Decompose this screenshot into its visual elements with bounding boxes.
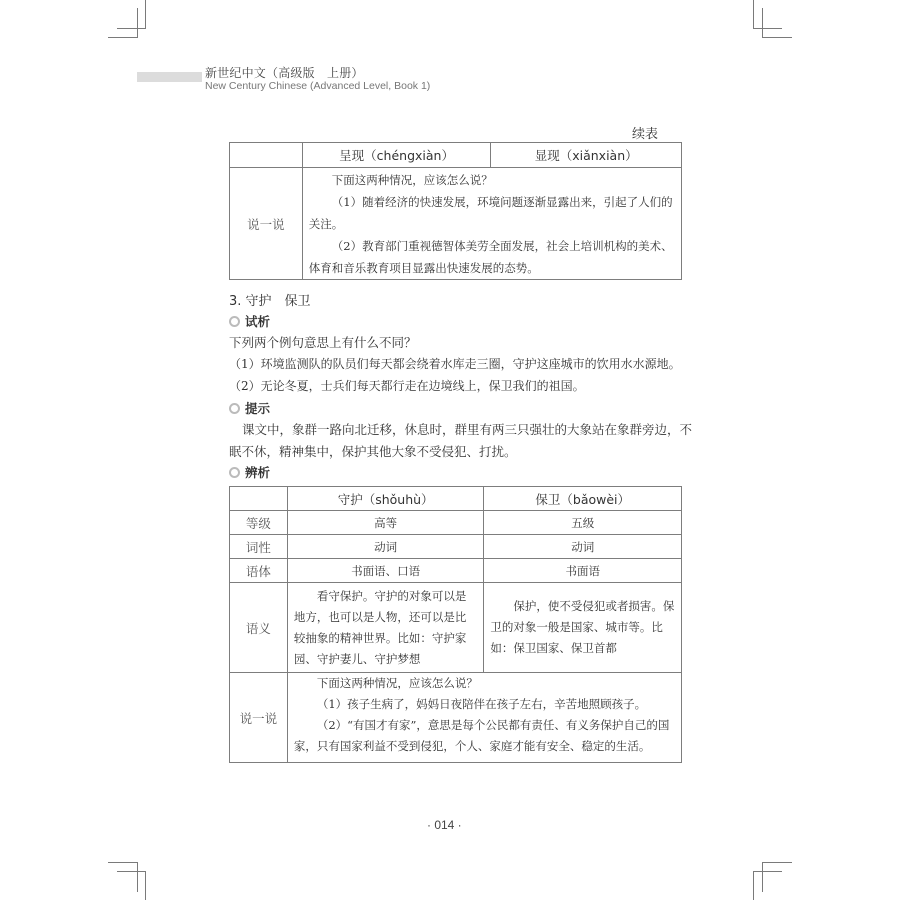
cell-meaning-shouhu: 看守保护。守护的对象可以是地方，也可以是人物，还可以是比较抽象的精神世界。比如：守护家园、守护妻儿、守护梦想: [293, 588, 467, 666]
hint-line-2: 眠不休，精神集中，保护其他大象不受侵犯、打扰。: [229, 444, 517, 459]
header-decoration-bar: [137, 72, 202, 82]
crop-mark: [137, 862, 138, 892]
say-item-1: （1）随着经济的快速发展，环境问题逐渐显露出来，引起了人们的关注。: [308, 195, 673, 231]
subsection-label: 提示: [245, 401, 271, 416]
row-label-level: 等级: [230, 511, 288, 535]
crop-mark: [108, 862, 138, 863]
crop-mark: [108, 37, 138, 38]
header-cell-shouhu: 守护（shǒuhù）: [287, 487, 484, 511]
table-row-meaning: [230, 583, 682, 673]
say-item-2: （2）“有国才有家”，意思是每个公民都有责任、有义务保护自己的国家，只有国家利益不受到侵犯，个人、家庭才能有安全、稳定的生活。: [293, 718, 670, 753]
circle-bullet-icon: [229, 467, 240, 478]
cell-level-baowei: 五级: [484, 511, 682, 535]
say-prompt: 下面这两种情况，应该怎么说？: [331, 173, 493, 187]
crop-mark: [762, 8, 763, 38]
page-number: · 014 ·: [427, 818, 462, 832]
crop-mark: [753, 871, 754, 900]
crop-mark: [762, 37, 792, 38]
trial-question: 下列两个例句意思上有什么不同？: [229, 335, 417, 350]
circle-bullet-icon: [229, 403, 240, 414]
row-label-pos: 词性: [230, 535, 288, 559]
crop-mark: [117, 871, 146, 872]
book-title-cn: 新世纪中文（高级版 上册）: [205, 66, 364, 80]
crop-mark: [753, 871, 782, 872]
crop-mark: [753, 0, 754, 29]
crop-mark: [145, 871, 146, 900]
crop-mark: [117, 28, 146, 29]
cell-register-baowei: 书面语: [484, 559, 682, 583]
circle-bullet-icon: [229, 316, 240, 327]
say-prompt: 下面这两种情况，应该怎么说？: [316, 676, 478, 690]
crop-mark: [145, 0, 146, 29]
crop-mark: [137, 8, 138, 38]
header-cell-empty: [230, 487, 288, 511]
subsection-analysis: [229, 463, 270, 481]
row-label-say: 说一说: [230, 168, 303, 280]
table-header-row: [230, 143, 682, 168]
subsection-label: 试析: [245, 314, 271, 329]
cell-register-shouhu: 书面语、口语: [287, 559, 484, 583]
crop-mark: [762, 862, 763, 892]
cell-level-shouhu: 高等: [287, 511, 484, 535]
table-row-register: [230, 559, 682, 583]
subsection-trial: [229, 312, 270, 330]
table-header-row: [230, 487, 682, 511]
cell-pos-baowei: 动词: [484, 535, 682, 559]
header-cell-chengxian: 呈现（chéngxiàn）: [302, 143, 491, 168]
crop-mark: [753, 28, 782, 29]
trial-example-1: （1）环境监测队的队员们每天都会绕着水库走三圈，守护这座城市的饮用水水源地。: [229, 357, 681, 371]
crop-mark: [762, 862, 792, 863]
continued-table-label: 续表: [632, 127, 659, 142]
header-cell-baowei: 保卫（bǎowèi）: [484, 487, 682, 511]
say-item-1: （1）孩子生病了，妈妈日夜陪伴在孩子左右，辛苦地照顾孩子。: [316, 697, 647, 711]
header-cell-empty: [230, 143, 303, 168]
subsection-hint: [229, 399, 270, 417]
comparison-table-chengxian-xianxian: [229, 142, 682, 280]
table-row-pos: [230, 535, 682, 559]
row-label-meaning: 语义: [230, 583, 288, 673]
cell-pos-shouhu: 动词: [287, 535, 484, 559]
book-title-en: New Century Chinese (Advanced Level, Book 1): [205, 80, 431, 92]
section-title: 3. 守护 保卫: [229, 294, 311, 309]
trial-example-2: （2）无论冬夏，士兵们每天都行走在边境线上，保卫我们的祖国。: [229, 379, 585, 393]
hint-line-1: 课文中，象群一路向北迁移，休息时，群里有两三只强壮的大象站在象群旁边，不: [242, 422, 693, 437]
cell-meaning-baowei: 保护，使不受侵犯或者损害。保卫的对象一般是国家、城市等。比如：保卫国家、保卫首都: [490, 599, 675, 655]
table-row-say: [230, 168, 682, 280]
header-cell-xianxian: 显现（xiǎnxiàn）: [491, 143, 682, 168]
comparison-table-shouhu-baowei: [229, 486, 682, 763]
say-item-2: （2）教育部门重视德智体美劳全面发展，社会上培训机构的美术、体育和音乐教育项目显露出快速发展的态势。: [308, 239, 673, 275]
table-row-say: [230, 673, 682, 763]
subsection-label: 辨析: [245, 465, 271, 480]
table-row-level: [230, 511, 682, 535]
row-label-register: 语体: [230, 559, 288, 583]
row-label-say: 说一说: [230, 673, 288, 763]
